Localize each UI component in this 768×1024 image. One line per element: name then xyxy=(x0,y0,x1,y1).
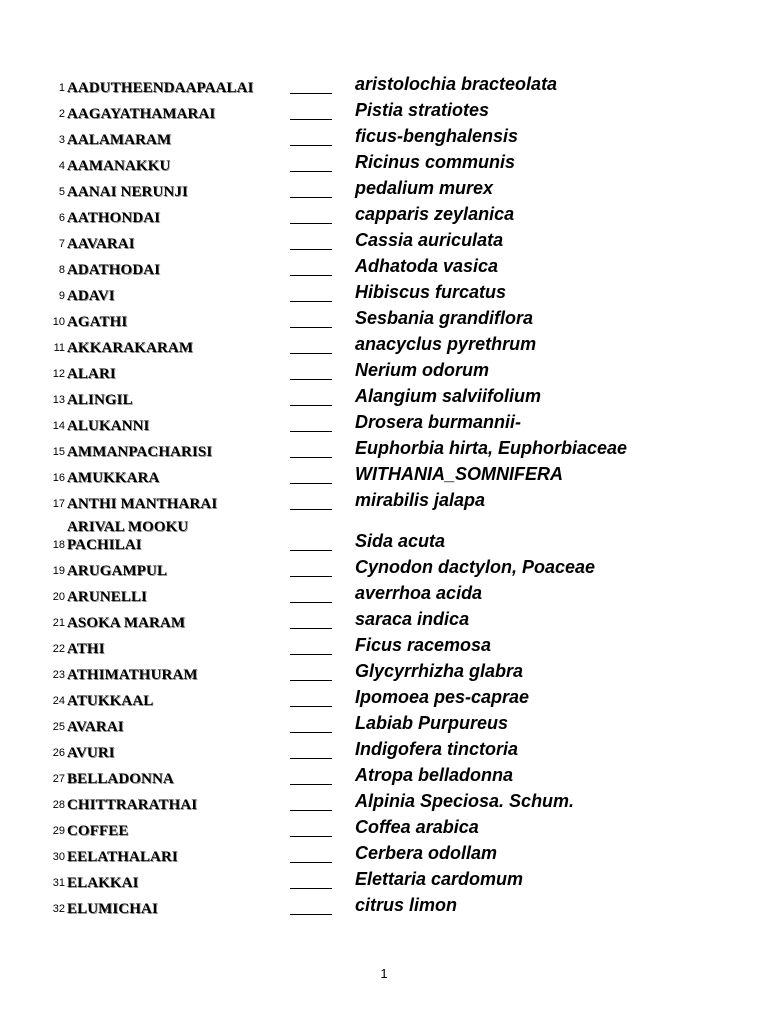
tamil-name: AAGAYATHAMARAI xyxy=(67,106,216,122)
answer-blank xyxy=(290,654,332,655)
scientific-name: mirabilis jalapa xyxy=(355,490,486,510)
list-item xyxy=(0,257,768,283)
list-item xyxy=(0,127,768,153)
scientific-name: Euphorbia hirta, Euphorbiaceae xyxy=(355,438,628,458)
answer-blank xyxy=(290,353,332,354)
list-item xyxy=(0,413,768,439)
answer-blank xyxy=(290,327,332,328)
tamil-name: AAMANAKKU xyxy=(67,158,171,174)
item-number: 2 xyxy=(58,108,65,120)
scientific-name: Cassia auriculata xyxy=(355,230,504,250)
tamil-name: ELAKKAI xyxy=(67,875,139,891)
scientific-name: Alpinia Speciosa. Schum. xyxy=(355,791,575,811)
item-number: 30 xyxy=(52,851,65,863)
answer-blank xyxy=(290,301,332,302)
list-item xyxy=(0,179,768,205)
item-number: 26 xyxy=(52,747,65,759)
item-number: 22 xyxy=(52,643,65,655)
list-item xyxy=(0,870,768,896)
scientific-name: Adhatoda vasica xyxy=(355,256,499,276)
tamil-name: EELATHALARI xyxy=(67,849,178,865)
tamil-name: AALAMARAM xyxy=(67,132,172,148)
tamil-name: AKKARAKARAM xyxy=(67,340,194,356)
list-item xyxy=(0,361,768,387)
list-item xyxy=(0,584,768,610)
scientific-name: aristolochia bracteolata xyxy=(355,74,558,94)
tamil-name: ARIVAL MOOKU xyxy=(67,519,189,535)
answer-blank xyxy=(290,576,332,577)
scientific-name: Alangium salviifolium xyxy=(355,386,542,406)
item-number: 27 xyxy=(52,773,65,785)
answer-blank xyxy=(290,706,332,707)
item-number: 29 xyxy=(52,825,65,837)
scientific-name: anacyclus pyrethrum xyxy=(355,334,537,354)
item-number: 28 xyxy=(52,799,65,811)
list-item xyxy=(0,714,768,740)
answer-blank xyxy=(290,405,332,406)
tamil-name: ALARI xyxy=(67,366,116,382)
answer-blank xyxy=(290,483,332,484)
answer-blank xyxy=(290,784,332,785)
list-item xyxy=(0,75,768,101)
scientific-name: Sida acuta xyxy=(355,531,446,551)
answer-blank xyxy=(290,223,332,224)
list-item xyxy=(0,688,768,714)
item-number: 3 xyxy=(58,134,65,146)
list-item xyxy=(0,335,768,361)
scientific-name: Sesbania grandiflora xyxy=(355,308,534,328)
answer-blank xyxy=(290,145,332,146)
list-item xyxy=(0,662,768,688)
answer-blank xyxy=(290,758,332,759)
item-number: 32 xyxy=(52,903,65,915)
scientific-name: Ipomoea pes-caprae xyxy=(355,687,530,707)
answer-blank xyxy=(290,509,332,510)
item-number: 15 xyxy=(52,446,65,458)
scientific-name: Cerbera odollam xyxy=(355,843,498,863)
list-item xyxy=(0,792,768,818)
item-number: 25 xyxy=(52,721,65,733)
scientific-name: Ficus racemosa xyxy=(355,635,492,655)
tamil-name: AGATHI xyxy=(67,314,128,330)
answer-blank xyxy=(290,888,332,889)
tamil-name: ATUKKAAL xyxy=(67,693,154,709)
tamil-name: ATHI xyxy=(67,641,105,657)
tamil-name: CHITTRARATHAI xyxy=(67,797,198,813)
answer-blank xyxy=(290,431,332,432)
tamil-name: AATHONDAI xyxy=(67,210,161,226)
item-number: 24 xyxy=(52,695,65,707)
answer-blank xyxy=(290,810,332,811)
tamil-name: COFFEE xyxy=(67,823,129,839)
tamil-name: AMUKKARA xyxy=(67,470,160,486)
answer-blank xyxy=(290,197,332,198)
item-number: 21 xyxy=(52,617,65,629)
answer-blank xyxy=(290,379,332,380)
tamil-name: ANTHI MANTHARAI xyxy=(67,496,218,512)
answer-blank xyxy=(290,836,332,837)
list-item xyxy=(0,491,768,517)
answer-blank xyxy=(290,93,332,94)
item-number: 14 xyxy=(52,420,65,432)
answer-blank xyxy=(290,914,332,915)
answer-blank xyxy=(290,119,332,120)
tamil-name: ARUGAMPUL xyxy=(67,563,168,579)
list-item xyxy=(0,309,768,335)
item-number: 9 xyxy=(58,290,65,302)
list-item xyxy=(0,636,768,662)
answer-blank xyxy=(290,602,332,603)
item-number: 23 xyxy=(52,669,65,681)
list-item xyxy=(0,231,768,257)
item-number: 4 xyxy=(58,160,65,172)
item-number: 10 xyxy=(52,316,65,328)
answer-blank xyxy=(290,550,332,551)
list-item xyxy=(0,558,768,584)
list-item xyxy=(0,101,768,127)
list-item xyxy=(0,896,768,922)
tamil-name: ALINGIL xyxy=(67,392,133,408)
list-item xyxy=(0,439,768,465)
item-number: 8 xyxy=(58,264,65,276)
tamil-name: AMMANPACHARISI xyxy=(67,444,213,460)
tamil-name: BELLADONNA xyxy=(67,771,174,787)
tamil-name: ATHIMATHURAM xyxy=(67,667,198,683)
scientific-name: Indigofera tinctoria xyxy=(355,739,519,759)
scientific-name: ficus-benghalensis xyxy=(355,126,519,146)
list-item xyxy=(0,766,768,792)
scientific-name: Pistia stratiotes xyxy=(355,100,490,120)
item-number: 5 xyxy=(58,186,65,198)
item-number: 31 xyxy=(52,877,65,889)
page-number: 1 xyxy=(380,966,388,981)
tamil-name: AADUTHEENDAAPAALAI xyxy=(67,80,254,96)
scientific-name: Cynodon dactylon, Poaceae xyxy=(355,557,596,577)
item-number: 16 xyxy=(52,472,65,484)
list-item xyxy=(0,153,768,179)
item-number: 1 xyxy=(58,82,65,94)
item-number: 20 xyxy=(52,591,65,603)
tamil-name: AANAI NERUNJI xyxy=(67,184,188,200)
item-number: 18 xyxy=(52,539,65,551)
tamil-name: AVARAI xyxy=(67,719,124,735)
answer-blank xyxy=(290,732,332,733)
answer-blank xyxy=(290,171,332,172)
scientific-name: Coffea arabica xyxy=(355,817,479,837)
list-item xyxy=(0,387,768,413)
scientific-name: Nerium odorum xyxy=(355,360,490,380)
list-item xyxy=(0,740,768,766)
tamil-name: ALUKANNI xyxy=(67,418,150,434)
item-number: 6 xyxy=(58,212,65,224)
answer-blank xyxy=(290,275,332,276)
list-item xyxy=(0,283,768,309)
list-item xyxy=(0,205,768,231)
scientific-name: citrus limon xyxy=(355,895,458,915)
list-item xyxy=(0,519,768,558)
item-number: 13 xyxy=(52,394,65,406)
tamil-name: ASOKA MARAM xyxy=(67,615,186,631)
scientific-name: Glycyrrhizha glabra xyxy=(355,661,524,681)
item-number: 17 xyxy=(52,498,65,510)
item-number: 19 xyxy=(52,565,65,577)
scientific-name: Labiab Purpureus xyxy=(355,713,509,733)
tamil-name: ELUMICHAI xyxy=(67,901,158,917)
scientific-name: Hibiscus furcatus xyxy=(355,282,507,302)
answer-blank xyxy=(290,457,332,458)
tamil-name: ARUNELLI xyxy=(67,589,147,605)
item-number: 7 xyxy=(58,238,65,250)
tamil-name: ADAVI xyxy=(67,288,115,304)
list-item xyxy=(0,844,768,870)
item-number: 12 xyxy=(52,368,65,380)
scientific-name: Atropa belladonna xyxy=(355,765,514,785)
scientific-name: Elettaria cardomum xyxy=(355,869,524,889)
answer-blank xyxy=(290,628,332,629)
scientific-name: pedalium murex xyxy=(355,178,494,198)
scientific-name: saraca indica xyxy=(355,609,470,629)
answer-blank xyxy=(290,680,332,681)
tamil-name: ADATHODAI xyxy=(67,262,161,278)
tamil-name-continued: PACHILAI xyxy=(67,537,142,553)
scientific-name: WITHANIA_SOMNIFERA xyxy=(355,464,563,484)
list-item xyxy=(0,610,768,636)
item-number: 11 xyxy=(53,342,65,354)
scientific-name: averrhoa acida xyxy=(355,583,483,603)
answer-blank xyxy=(290,862,332,863)
tamil-name: AVURI xyxy=(67,745,115,761)
list-item xyxy=(0,818,768,844)
list-item xyxy=(0,465,768,491)
scientific-name: Drosera burmannii- xyxy=(355,412,522,432)
answer-blank xyxy=(290,249,332,250)
tamil-name: AAVARAI xyxy=(67,236,135,252)
scientific-name: Ricinus communis xyxy=(355,152,516,172)
scientific-name: capparis zeylanica xyxy=(355,204,515,224)
